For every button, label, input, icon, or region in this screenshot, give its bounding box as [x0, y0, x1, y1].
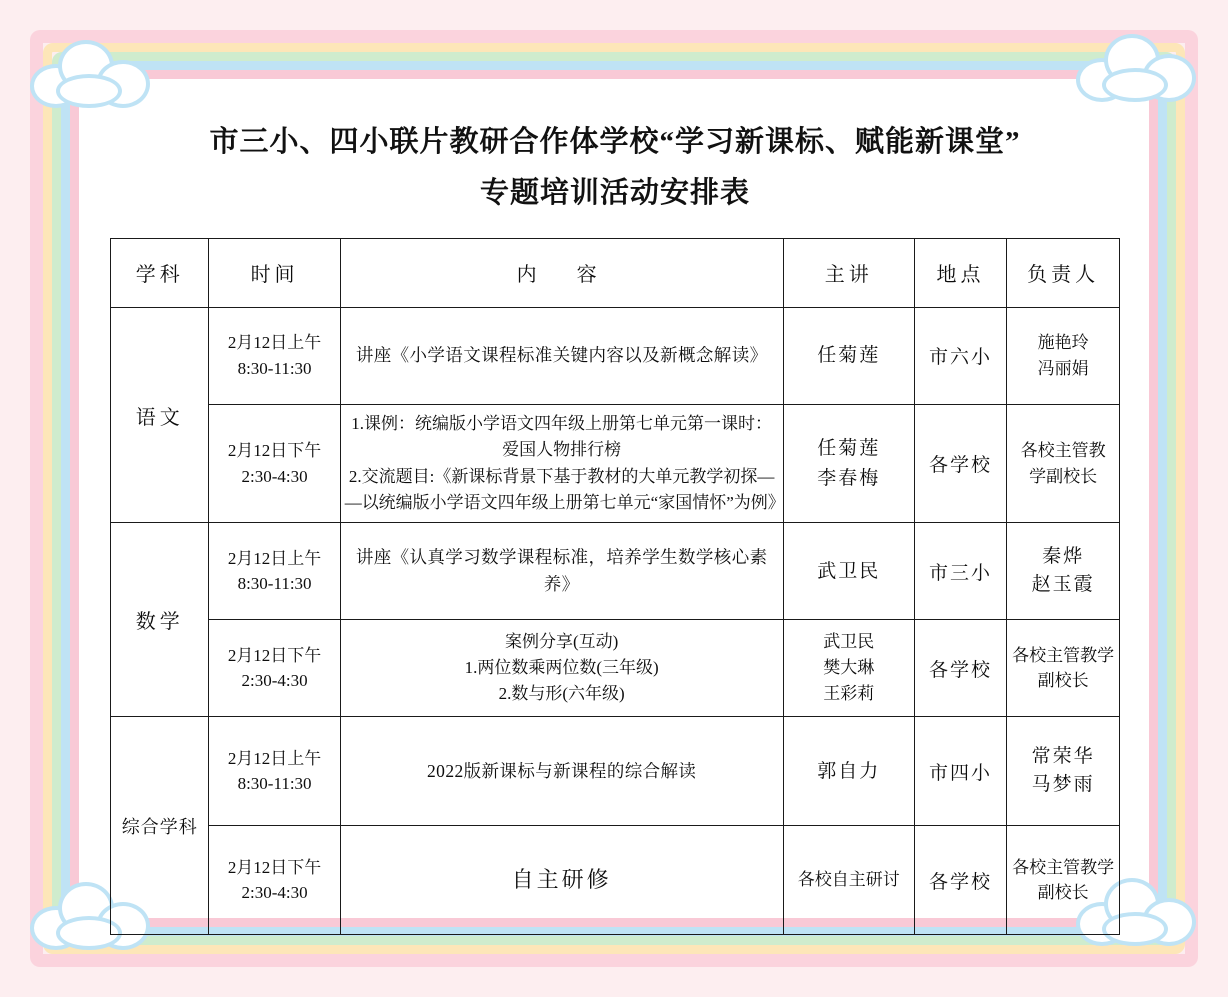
header-speaker: 主讲	[783, 238, 914, 307]
header-subject: 学科	[111, 238, 209, 307]
cell-manager: 施艳玲 冯丽娟	[1007, 307, 1120, 404]
cell-speaker: 各校自主研讨	[783, 826, 914, 935]
table-row	[111, 404, 1120, 522]
cell-place: 各学校	[914, 404, 1006, 522]
cell-manager: 各校主管教学 副校长	[1007, 620, 1120, 717]
header-place: 地点	[914, 238, 1006, 307]
cell-speaker: 武卫民 樊大琳 王彩莉	[783, 620, 914, 717]
cell-place: 各学校	[914, 620, 1006, 717]
cell-place: 市三小	[914, 523, 1006, 620]
cell-content: 自主研修	[340, 826, 783, 935]
cell-place: 市六小	[914, 307, 1006, 404]
cell-time: 2月12日上午 8:30-11:30	[209, 717, 340, 826]
cell-manager: 秦烨 赵玉霞	[1007, 523, 1120, 620]
cell-content: 1.课例：统编版小学语文四年级上册第七单元第一课时： 爱国人物排行榜 2.交流题目:《新课标背景下基于教材的大单元教学初探— —以统编版小学语文四年级上册第七单元“家国情怀”为例》	[340, 404, 783, 522]
table-row	[111, 523, 1120, 620]
cell-subject: 综合学科	[111, 717, 209, 935]
header-time: 时间	[209, 238, 340, 307]
cell-manager: 各校主管教 学副校长	[1007, 404, 1120, 522]
cell-content: 讲座《小学语文课程标准关键内容以及新概念解读》	[340, 307, 783, 404]
cell-time: 2月12日下午 2:30-4:30	[209, 404, 340, 522]
cell-manager: 各校主管教学 副校长	[1007, 826, 1120, 935]
cell-time: 2月12日下午 2:30-4:30	[209, 826, 340, 935]
page-title	[110, 120, 1120, 216]
cell-content: 讲座《认真学习数学课程标准，培养学生数学核心素养》	[340, 523, 783, 620]
title-line-2: 专题培训活动安排表	[479, 176, 750, 209]
cell-time: 2月12日上午 8:30-11:30	[209, 523, 340, 620]
cell-speaker: 武卫民	[783, 523, 914, 620]
table-row	[111, 717, 1120, 826]
cell-manager: 常荣华 马梦雨	[1007, 717, 1120, 826]
cell-subject: 数学	[111, 523, 209, 717]
document-content	[110, 120, 1120, 935]
cloud-icon	[26, 34, 154, 112]
schedule-table	[110, 238, 1120, 935]
cell-time: 2月12日下午 2:30-4:30	[209, 620, 340, 717]
cloud-icon	[1072, 28, 1200, 106]
cell-place: 各学校	[914, 826, 1006, 935]
cell-speaker: 任菊莲 李春梅	[783, 404, 914, 522]
cell-content: 案例分享(互动) 1.两位数乘两位数(三年级) 2.数与形(六年级)	[340, 620, 783, 717]
cell-content: 2022版新课标与新课程的综合解读	[340, 717, 783, 826]
cell-place: 市四小	[914, 717, 1006, 826]
table-row	[111, 826, 1120, 935]
title-line-1: 市三小、四小联片教研合作体学校“学习新课标、赋能新课堂”	[209, 126, 1021, 158]
cell-speaker: 郭自力	[783, 717, 914, 826]
table-header-row	[111, 238, 1120, 307]
cell-time: 2月12日上午 8:30-11:30	[209, 307, 340, 404]
header-manager: 负责人	[1007, 238, 1120, 307]
header-content: 内 容	[340, 238, 783, 307]
cell-speaker: 任菊莲	[783, 307, 914, 404]
table-row	[111, 620, 1120, 717]
table-row	[111, 307, 1120, 404]
cell-subject: 语文	[111, 307, 209, 522]
